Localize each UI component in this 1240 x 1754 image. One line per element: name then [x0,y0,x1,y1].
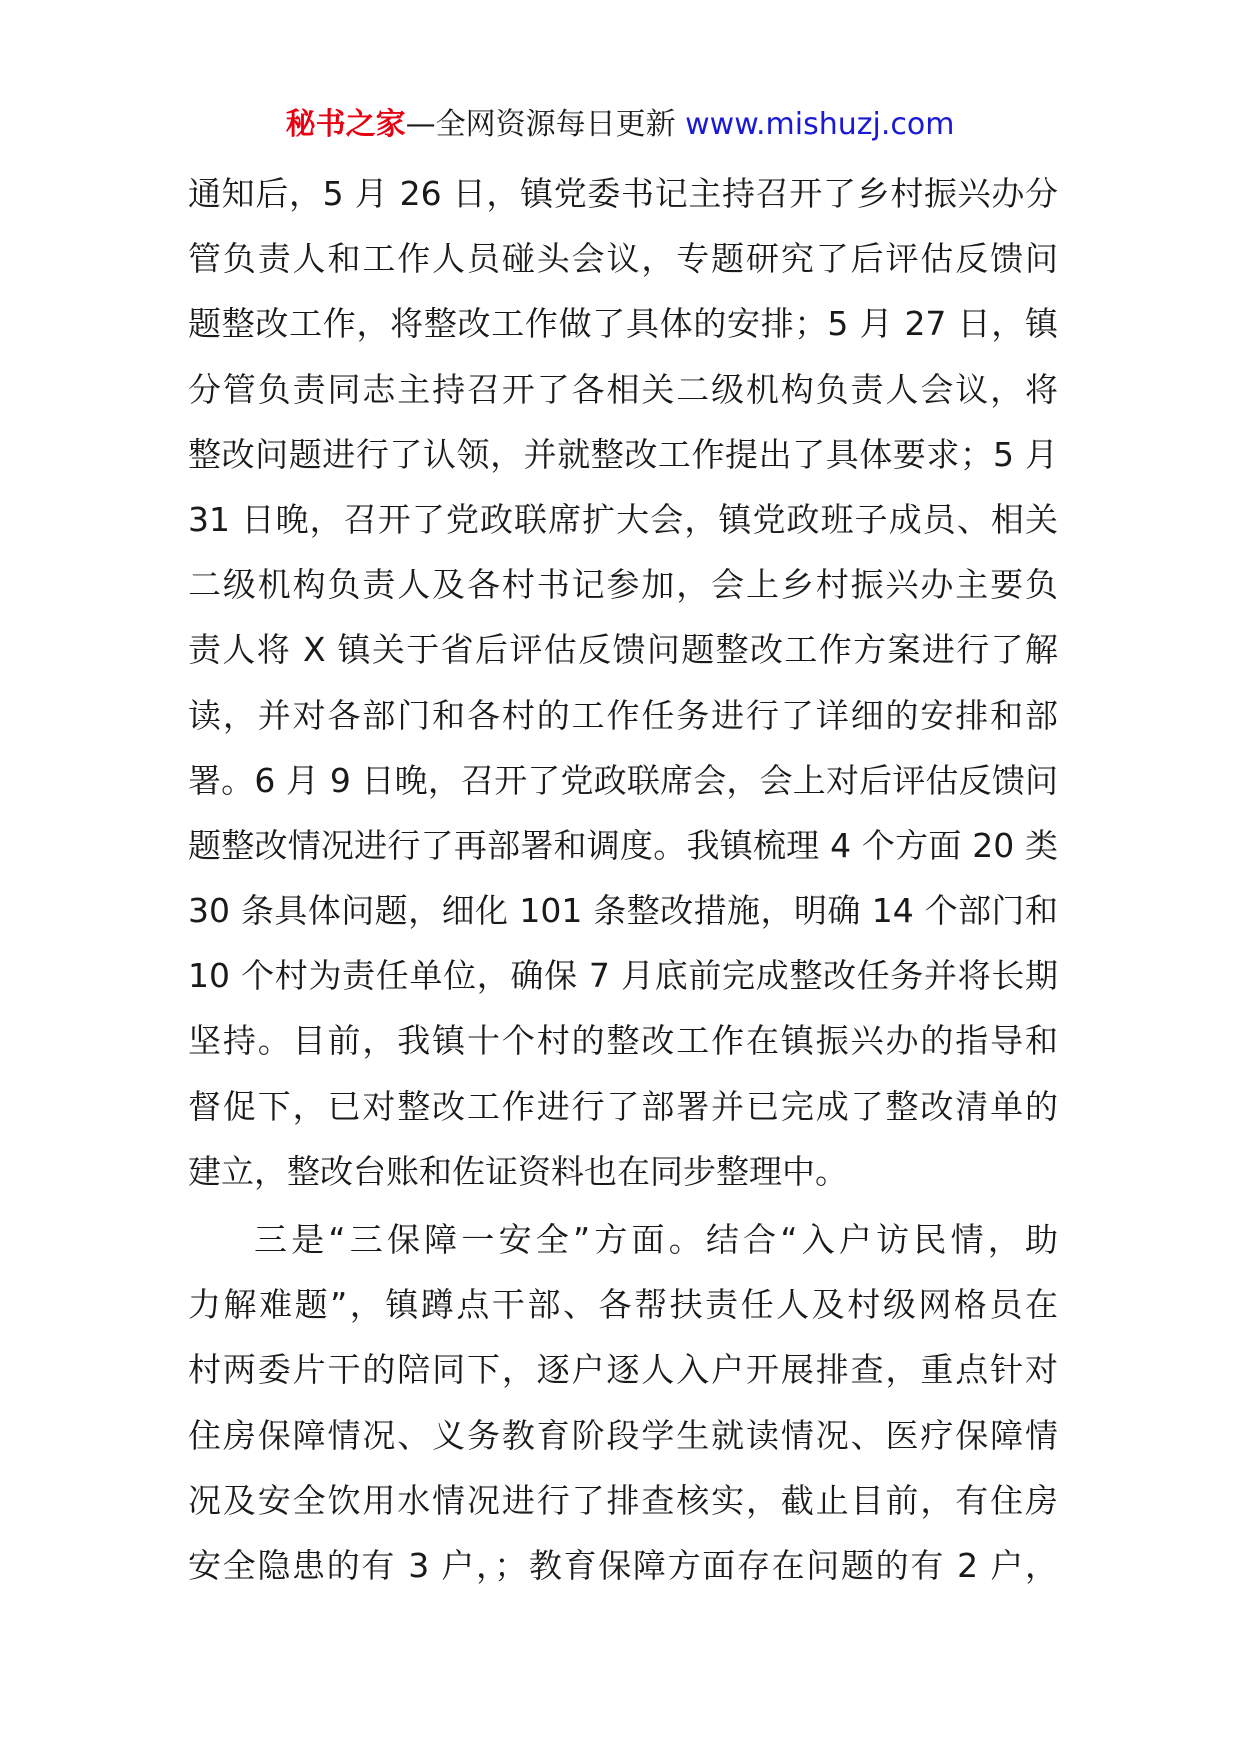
text-line: 二级机构负责人及各村书记参加，会上乡村振兴办主要负 [188,565,1058,605]
text-line: 30 条具体问题，细化 101 条整改措施，明确 14 个部门和 [188,891,1058,931]
text-line: 分管负责同志主持召开了各相关二级机构负责人会议，将 [188,369,1058,409]
text-line: 通知后，5 月 26 日，镇党委书记主持召开了乡村振兴办分 [188,174,1058,213]
text-line: 三是“三保障一安全”方面。结合“入户访民情，助 [254,1220,1058,1259]
text-line: 安全隐患的有 3 户，；教育保障方面存在问题的有 2 户， [188,1545,1058,1585]
text-line: 力解难题”，镇蹲点干部、各帮扶责任人及村级网格员在 [188,1285,1058,1325]
text-line: 责人将 X 镇关于省后评估反馈问题整改工作方案进行了解 [188,630,1058,670]
text-line: 坚持。目前，我镇十个村的整改工作在镇振兴办的指导和 [188,1021,1058,1061]
text-line: 题整改情况进行了再部署和调度。我镇梳理 4 个方面 20 类 [188,825,1058,865]
text-line: 管负责人和工作人员碰头会议，专题研究了后评估反馈问 [188,239,1058,279]
paragraph-1 [188,161,1058,1204]
text-line: 况及安全饮用水情况进行了排查核实，截止目前，有住房 [188,1480,1058,1520]
site-url-link[interactable]: www.mishuzj.com [685,107,955,142]
text-line: 10 个村为责任单位，确保 7 月底前完成整改任务并将长期 [188,956,1058,996]
page-header [0,103,1240,147]
text-line: 题整改工作，将整改工作做了具体的安排；5 月 27 日，镇 [188,304,1058,344]
text-line: 整改问题进行了认领，并就整改工作提出了具体要求；5 月 [188,434,1058,474]
text-line: 读，并对各部门和各村的工作任务进行了详细的安排和部 [188,695,1058,735]
text-line: 31 日晚，召开了党政联席扩大会，镇党政班子成员、相关 [188,499,1058,539]
paragraph-2 [188,1207,1058,1598]
text-line: 建立，整改台账和佐证资料也在同步整理中。 [188,1151,848,1191]
text-line: 督促下，已对整改工作进行了部署并已完成了整改清单的 [188,1086,1058,1126]
header-tagline: —全网资源每日更新 [405,107,676,142]
text-line: 住房保障情况、义务教育阶段学生就读情况、医疗保障情 [188,1415,1058,1455]
document-body [188,161,1058,1598]
brand-name: 秘书之家 [285,107,406,142]
text-line: 署。6 月 9 日晚，召开了党政联席会，会上对后评估反馈问 [188,760,1058,800]
text-line: 村两委片干的陪同下，逐户逐人入户开展排查，重点针对 [188,1350,1058,1390]
